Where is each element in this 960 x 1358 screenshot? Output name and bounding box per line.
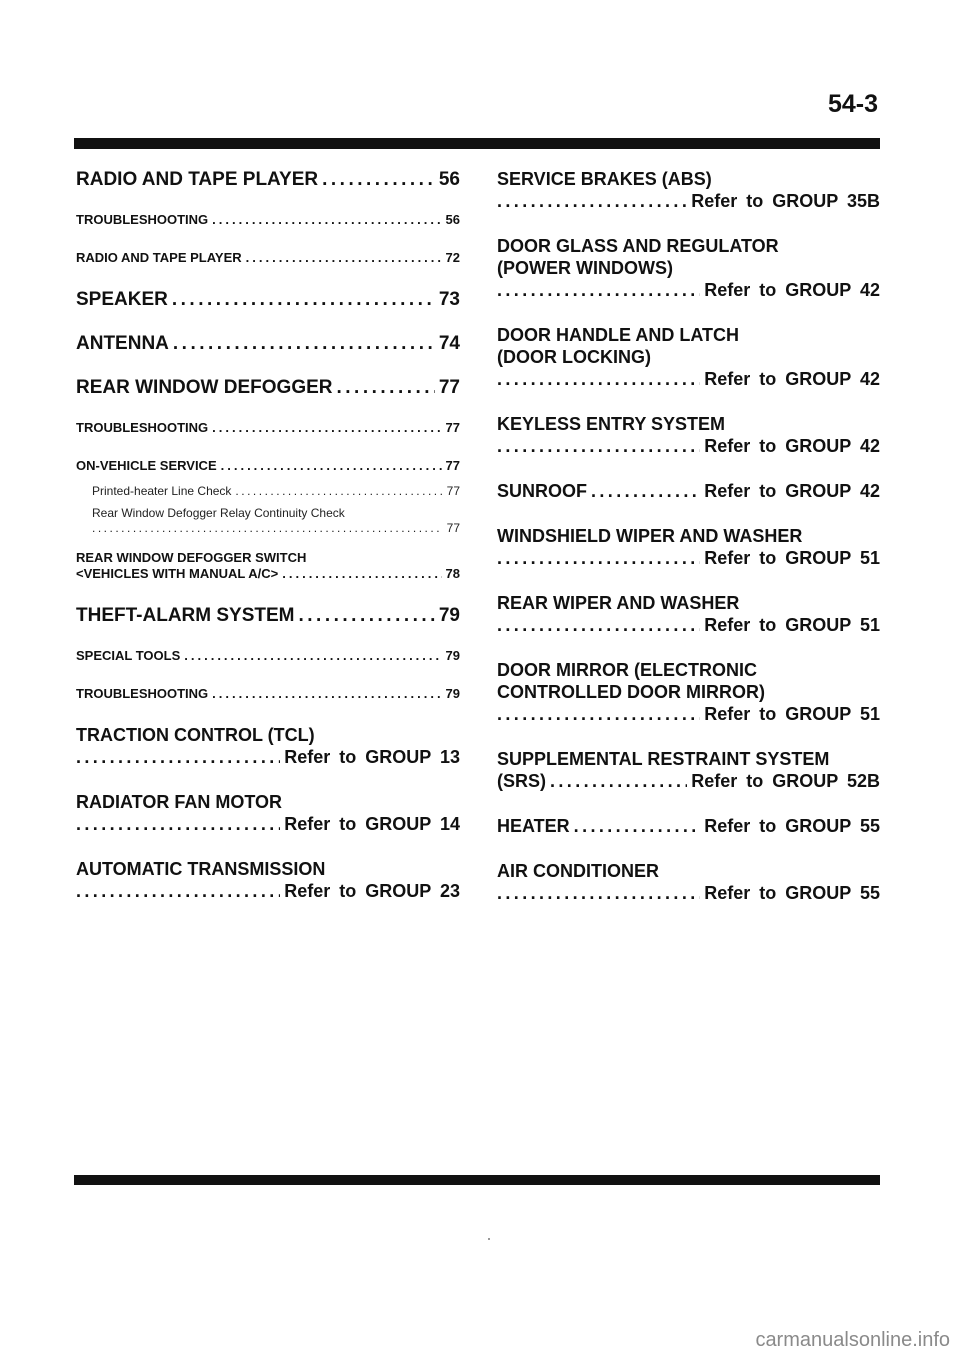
toc-entry-heater[interactable] xyxy=(497,815,880,837)
entry-page: 77 xyxy=(446,484,460,498)
entry-page: 77 xyxy=(446,521,460,535)
toc-entry-printed-heater-line-check[interactable] xyxy=(76,484,460,499)
toc-entry-radio-and-tape-player-sub[interactable] xyxy=(76,250,460,266)
entry-label: TROUBLESHOOTING xyxy=(76,686,209,701)
entry-label: AUTOMATIC TRANSMISSION xyxy=(76,859,326,879)
entry-label: RADIO AND TAPE PLAYER xyxy=(76,250,242,265)
entry-page: 74 xyxy=(438,333,460,354)
entry-label: REAR WINDOW DEFOGGER xyxy=(76,377,333,398)
entry-label: TROUBLESHOOTING xyxy=(76,212,209,227)
toc-entry-relay-continuity-check[interactable] xyxy=(76,506,460,536)
entry-reference: Refer to GROUP 35B xyxy=(691,191,880,211)
entry-label: SPECIAL TOOLS xyxy=(76,648,181,663)
entry-label-line1: SUPPLEMENTAL RESTRAINT SYSTEM xyxy=(497,749,830,769)
entry-page: 79 xyxy=(445,648,460,663)
entry-reference: Refer to GROUP 55 xyxy=(704,883,880,903)
entry-reference: Refer to GROUP 51 xyxy=(704,615,880,635)
entry-page: 73 xyxy=(438,289,460,310)
toc-left-column xyxy=(76,168,460,925)
entry-label: RADIATOR FAN MOTOR xyxy=(76,792,282,812)
toc-right-column xyxy=(497,168,880,927)
entry-reference: Refer to GROUP 23 xyxy=(284,881,460,901)
entry-page: 56 xyxy=(438,169,460,190)
entry-label: TRACTION CONTROL (TCL) xyxy=(76,725,315,745)
entry-reference: Refer to GROUP 51 xyxy=(704,704,880,724)
toc-entry-rear-wiper[interactable] xyxy=(497,592,880,636)
entry-reference: Refer to GROUP 42 xyxy=(704,280,880,300)
entry-label: THEFT-ALARM SYSTEM xyxy=(76,605,295,626)
toc-entry-special-tools[interactable] xyxy=(76,648,460,664)
entry-page: 79 xyxy=(438,605,460,626)
entry-reference: Refer to GROUP 52B xyxy=(691,771,880,791)
entry-label: REAR WIPER AND WASHER xyxy=(497,593,740,613)
entry-label: TROUBLESHOOTING xyxy=(76,420,209,435)
toc-entry-sunroof[interactable] xyxy=(497,480,880,502)
watermark: carmanualsonline.info xyxy=(755,1329,950,1351)
toc-entry-antenna[interactable] xyxy=(76,332,460,355)
entry-page: 72 xyxy=(445,250,460,265)
toc-entry-windshield-wiper[interactable] xyxy=(497,525,880,569)
entry-reference: Refer to GROUP 13 xyxy=(284,747,460,767)
entry-page: 77 xyxy=(445,458,460,473)
scan-speck xyxy=(488,1238,490,1240)
toc-entry-door-glass-and-regulator[interactable] xyxy=(497,235,880,301)
entry-label: HEATER xyxy=(497,816,570,836)
top-rule xyxy=(74,138,880,149)
entry-label: Printed-heater Line Check xyxy=(92,484,232,498)
entry-page: 77 xyxy=(445,420,460,435)
entry-reference: Refer to GROUP 42 xyxy=(704,436,880,456)
entry-page: 77 xyxy=(438,377,460,398)
toc-entry-troubleshooting[interactable] xyxy=(76,420,460,436)
entry-label: SERVICE BRAKES (ABS) xyxy=(497,169,712,189)
toc-entry-service-brakes[interactable] xyxy=(497,168,880,212)
entry-reference: Refer to GROUP 55 xyxy=(704,816,880,836)
toc-entry-rear-window-defogger[interactable] xyxy=(76,376,460,399)
entry-reference: Refer to GROUP 14 xyxy=(284,814,460,834)
toc-entry-air-conditioner[interactable] xyxy=(497,860,880,904)
toc-entry-defogger-switch[interactable] xyxy=(76,550,460,582)
toc-entry-troubleshooting[interactable] xyxy=(76,212,460,228)
toc-entry-troubleshooting[interactable] xyxy=(76,686,460,702)
page-number: 54-3 xyxy=(827,90,878,118)
entry-page: 78 xyxy=(445,566,460,581)
toc-entry-traction-control[interactable] xyxy=(76,724,460,768)
entry-label-line1: DOOR GLASS AND REGULATOR xyxy=(497,236,779,256)
entry-page: 79 xyxy=(445,686,460,701)
entry-label: Rear Window Defogger Relay Continuity Check xyxy=(92,506,345,520)
entry-label: SPEAKER xyxy=(76,289,168,310)
entry-label: WINDSHIELD WIPER AND WASHER xyxy=(497,526,803,546)
toc-entry-radio-and-tape-player[interactable] xyxy=(76,168,460,191)
entry-label-line1: REAR WINDOW DEFOGGER SWITCH xyxy=(76,550,307,565)
entry-page: 56 xyxy=(445,212,460,227)
toc-entry-srs[interactable] xyxy=(497,748,880,792)
entry-label: ON-VEHICLE SERVICE xyxy=(76,458,217,473)
entry-label-line1: DOOR HANDLE AND LATCH xyxy=(497,325,739,345)
toc-entry-door-mirror[interactable] xyxy=(497,659,880,725)
entry-reference: Refer to GROUP 51 xyxy=(704,548,880,568)
entry-label: KEYLESS ENTRY SYSTEM xyxy=(497,414,726,434)
entry-label-line2: (POWER WINDOWS) xyxy=(497,258,673,278)
entry-reference: Refer to GROUP 42 xyxy=(704,369,880,389)
entry-label: AIR CONDITIONER xyxy=(497,861,659,881)
toc-entry-door-handle-and-latch[interactable] xyxy=(497,324,880,390)
toc-entry-automatic-transmission[interactable] xyxy=(76,858,460,902)
toc-entry-keyless-entry-system[interactable] xyxy=(497,413,880,457)
entry-label-line1: DOOR MIRROR (ELECTRONIC xyxy=(497,660,757,680)
entry-label-line2: CONTROLLED DOOR MIRROR) xyxy=(497,682,765,702)
bottom-rule xyxy=(74,1175,880,1185)
toc-entry-radiator-fan-motor[interactable] xyxy=(76,791,460,835)
entry-label: RADIO AND TAPE PLAYER xyxy=(76,169,319,190)
entry-label-line2: (SRS) xyxy=(497,771,546,791)
toc-entry-speaker[interactable] xyxy=(76,288,460,311)
entry-label: SUNROOF xyxy=(497,481,587,501)
toc-entry-on-vehicle-service[interactable] xyxy=(76,458,460,474)
entry-label: ANTENNA xyxy=(76,333,169,354)
toc-entry-theft-alarm-system[interactable] xyxy=(76,604,460,627)
entry-label-line2: <VEHICLES WITH MANUAL A/C> xyxy=(76,566,279,581)
entry-label-line2: (DOOR LOCKING) xyxy=(497,347,651,367)
entry-reference: Refer to GROUP 42 xyxy=(704,481,880,501)
